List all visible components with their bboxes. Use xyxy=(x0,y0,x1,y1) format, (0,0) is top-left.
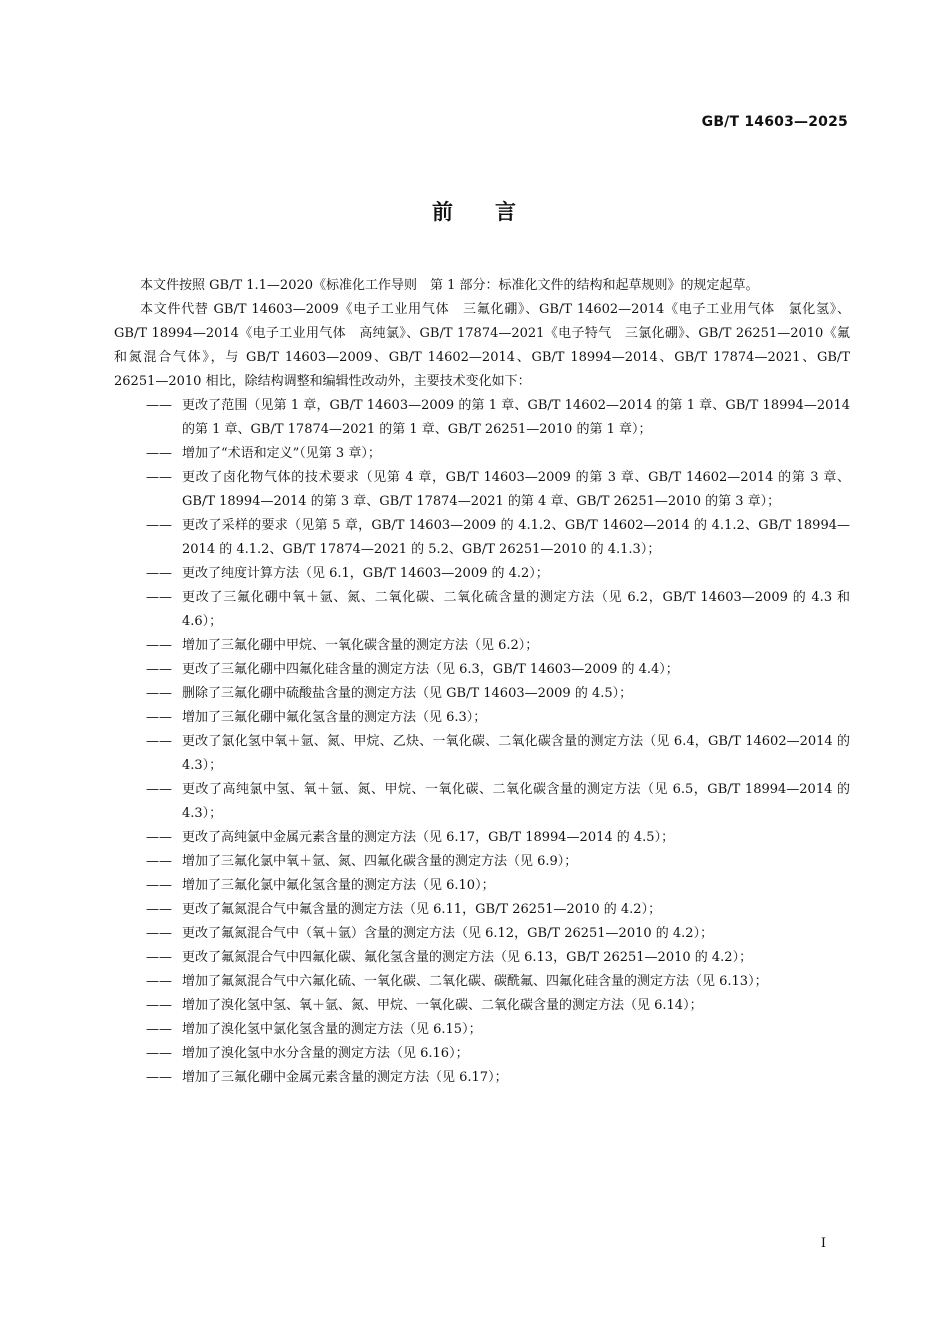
dash-marker: —— xyxy=(146,446,172,461)
dash-marker: —— xyxy=(146,1046,172,1061)
change-item xyxy=(146,1066,850,1090)
dash-marker: —— xyxy=(146,1070,172,1085)
title-char-2: 言 xyxy=(495,200,518,224)
dash-marker: —— xyxy=(146,902,172,917)
change-text: 更改了纯度计算方法（见 6.1，GB/T 14603—2009 的 4.2）； xyxy=(182,566,549,581)
change-text: 增加了三氟化氯中氧＋氩、氮、四氟化碳含量的测定方法（见 6.9）； xyxy=(182,854,578,869)
change-text: 增加了三氟化硼中甲烷、一氧化碳含量的测定方法（见 6.2）； xyxy=(182,638,539,653)
dash-marker: —— xyxy=(146,734,172,749)
change-item xyxy=(146,994,850,1018)
dash-marker: —— xyxy=(146,662,172,677)
change-text: 更改了三氟化硼中氧＋氩、氮、二氧化碳、二氧化硫含量的测定方法（见 6.2，GB/T 14603—2009 的 4.3 和 4.6）； xyxy=(182,590,850,629)
intro-paragraph-1: 本文件按照 GB/T 1.1—2020《标准化工作导则 第 1 部分：标准化文件的结构和起草规则》的规定起草。 xyxy=(140,278,759,293)
dash-marker: —— xyxy=(146,854,172,869)
change-item xyxy=(146,514,850,562)
dash-marker: —— xyxy=(146,974,172,989)
dash-marker: —— xyxy=(146,566,172,581)
change-text: 更改了高纯氯中金属元素含量的测定方法（见 6.17，GB/T 18994—2014 的 4.5）； xyxy=(182,830,675,845)
dash-marker: —— xyxy=(146,926,172,941)
dash-marker: —— xyxy=(146,830,172,845)
intro-paragraph-2: 本文件代替 GB/T 14603—2009《电子工业用气体 三氟化硼》、GB/T 14602—2014《电子工业用气体 氯化氢》、GB/T 18994—2014《电子工业用气体 高纯氯》、GB/T 17874—2021《电子特气 三氯化硼》、GB/T 26251—2010《氟和氮混合气体》，与 GB/T 14603—2009、GB/T 14602—2014、GB/T 18994—2014、GB/T 17874—2021、GB/T 26251—2010 相比，除结构调整和编辑性改动外，主要技术变化如下： xyxy=(114,302,850,389)
change-text: 更改了采样的要求（见第 5 章，GB/T 14603—2009 的 4.1.2、GB/T 14602—2014 的 4.1.2、GB/T 18994—2014 的 4.1.2、GB/T 17874—2021 的 5.2、GB/T 26251—2010 的 4.1.3）； xyxy=(182,518,850,557)
change-text: 更改了卤化物气体的技术要求（见第 4 章，GB/T 14603—2009 的第 3 章、GB/T 14602—2014 的第 3 章、GB/T 18994—2014 的第 3 章、GB/T 17874—2021 的第 4 章、GB/T 26251—2010 的第 3 章）； xyxy=(182,470,850,509)
foreword-body xyxy=(114,274,850,1090)
dash-marker: —— xyxy=(146,518,172,533)
change-item xyxy=(146,730,850,778)
change-text: 更改了三氟化硼中四氟化硅含量的测定方法（见 6.3，GB/T 14603—2009 的 4.4）； xyxy=(182,662,679,677)
change-item xyxy=(146,562,850,586)
dash-marker: —— xyxy=(146,710,172,725)
page-number: I xyxy=(820,1236,826,1251)
change-text: 增加了三氟化硼中金属元素含量的测定方法（见 6.17）； xyxy=(182,1070,508,1085)
change-item xyxy=(146,922,850,946)
change-text: 更改了氟氮混合气中四氟化碳、氟化氢含量的测定方法（见 6.13，GB/T 26251—2010 的 4.2）； xyxy=(182,950,753,965)
change-text: 删除了三氟化硼中硫酸盐含量的测定方法（见 GB/T 14603—2009 的 4.5）； xyxy=(182,686,633,701)
change-item xyxy=(146,874,850,898)
change-text: 增加了“术语和定义”（见第 3 章）； xyxy=(182,446,381,461)
change-text: 增加了氟氮混合气中六氟化硫、一氧化碳、二氧化碳、碳酰氟、四氟化硅含量的测定方法（见 6.13）； xyxy=(182,974,768,989)
change-text: 更改了范围（见第 1 章，GB/T 14603—2009 的第 1 章、GB/T 14602—2014 的第 1 章、GB/T 18994—2014 的第 1 章、GB/T 17874—2021 的第 1 章、GB/T 26251—2010 的第 1 章）； xyxy=(182,398,850,437)
change-item xyxy=(146,634,850,658)
change-item xyxy=(146,658,850,682)
change-item xyxy=(146,826,850,850)
change-item xyxy=(146,850,850,874)
change-item xyxy=(146,970,850,994)
change-text: 增加了三氟化氯中氟化氢含量的测定方法（见 6.10）； xyxy=(182,878,495,893)
change-text: 增加了溴化氢中水分含量的测定方法（见 6.16）； xyxy=(182,1046,469,1061)
dash-marker: —— xyxy=(146,638,172,653)
dash-marker: —— xyxy=(146,1022,172,1037)
page-title xyxy=(0,196,950,226)
dash-marker: —— xyxy=(146,470,172,485)
title-char-1: 前 xyxy=(432,200,455,224)
dash-marker: —— xyxy=(146,950,172,965)
dash-marker: —— xyxy=(146,782,172,797)
change-text: 增加了溴化氢中氢、氧＋氩、氮、甲烷、一氧化碳、二氧化碳含量的测定方法（见 6.14）； xyxy=(182,998,703,1013)
change-text: 更改了氟氮混合气中（氧＋氩）含量的测定方法（见 6.12，GB/T 26251—2010 的 4.2）； xyxy=(182,926,714,941)
dash-marker: —— xyxy=(146,878,172,893)
change-item xyxy=(146,1018,850,1042)
change-text: 更改了高纯氯中氢、氧＋氩、氮、甲烷、一氧化碳、二氧化碳含量的测定方法（见 6.5，GB/T 18994—2014 的 4.3）； xyxy=(182,782,850,821)
standard-number: GB/T 14603—2025 xyxy=(701,114,848,130)
change-text: 更改了氯化氢中氧＋氩、氮、甲烷、乙炔、一氧化碳、二氧化碳含量的测定方法（见 6.4，GB/T 14602—2014 的 4.3）； xyxy=(182,734,850,773)
change-text: 更改了氟氮混合气中氟含量的测定方法（见 6.11，GB/T 26251—2010 的 4.2）； xyxy=(182,902,662,917)
change-item xyxy=(146,706,850,730)
dash-marker: —— xyxy=(146,590,172,605)
change-item xyxy=(146,898,850,922)
change-item xyxy=(146,466,850,514)
dash-marker: —— xyxy=(146,686,172,701)
change-item xyxy=(146,442,850,466)
change-item xyxy=(146,1042,850,1066)
dash-marker: —— xyxy=(146,998,172,1013)
change-text: 增加了三氟化硼中氟化氢含量的测定方法（见 6.3）； xyxy=(182,710,487,725)
change-item xyxy=(146,682,850,706)
change-item xyxy=(146,778,850,826)
change-text: 增加了溴化氢中氯化氢含量的测定方法（见 6.15）； xyxy=(182,1022,482,1037)
change-item xyxy=(146,586,850,634)
dash-marker: —— xyxy=(146,398,172,413)
change-item xyxy=(146,394,850,442)
change-item xyxy=(146,946,850,970)
